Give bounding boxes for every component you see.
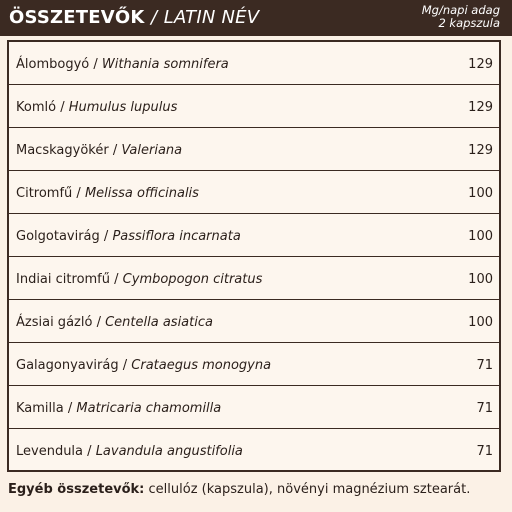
ingredient-name: [16, 143, 182, 158]
table-row: [9, 128, 499, 171]
table-row: [9, 386, 499, 429]
latin-name: Melissa officinalis: [84, 186, 199, 201]
common-name: Macskagyökér: [16, 143, 109, 158]
latin-name: Cymbopogon citratus: [122, 272, 263, 287]
ingredient-name: [16, 444, 243, 459]
name-separator: /: [103, 229, 109, 244]
latin-name: Centella asiatica: [105, 315, 213, 330]
footer-text: cellulóz (kapszula), növényi magnézium sztearát.: [148, 482, 471, 497]
dose-value: 100: [468, 272, 493, 287]
name-separator: /: [112, 143, 118, 158]
name-separator: /: [122, 358, 128, 373]
header-dose-line1: Mg/napi adag: [421, 3, 500, 17]
common-name: Kamilla: [16, 401, 64, 416]
table-row: [9, 300, 499, 343]
dose-value: 129: [468, 57, 493, 72]
dose-value: 71: [476, 444, 493, 459]
latin-name: Withania somnifera: [101, 57, 229, 72]
latin-name: Crataegus monogyna: [131, 358, 272, 373]
common-name: Álombogyó: [16, 57, 90, 72]
dose-value: 129: [468, 100, 493, 115]
header-title-bold: ÖSSZETEVŐK: [9, 7, 145, 28]
name-separator: /: [87, 444, 92, 459]
table-row: [9, 257, 499, 300]
name-separator: /: [114, 272, 119, 287]
name-separator: /: [76, 186, 81, 201]
common-name: Levendula: [16, 444, 84, 459]
header-title: [9, 7, 259, 28]
table-row: [9, 343, 499, 386]
ingredient-name: [16, 272, 262, 287]
latin-name: Matricaria chamomilla: [76, 401, 222, 416]
common-name: Galagonyavirág: [16, 358, 119, 373]
dose-value: 100: [468, 315, 493, 330]
header-dose-line2: 2 kapszula: [438, 16, 500, 30]
table-row: [9, 171, 499, 214]
latin-name: Humulus lupulus: [68, 100, 178, 115]
common-name: Ázsiai gázló: [16, 315, 93, 330]
ingredient-name: [16, 401, 221, 416]
footer-label: Egyéb összetevők:: [8, 482, 145, 497]
table-row: [9, 42, 499, 85]
latin-name: Valeriana: [121, 143, 183, 158]
table-row: [9, 85, 499, 128]
name-separator: /: [67, 401, 73, 416]
ingredient-name: [16, 358, 271, 373]
dose-value: 71: [476, 401, 493, 416]
common-name: Indiai citromfű: [16, 272, 110, 287]
latin-name: Passiflora incarnata: [112, 229, 241, 244]
ingredients-table: [7, 40, 501, 472]
ingredient-name: [16, 315, 213, 330]
dose-value: 100: [468, 186, 493, 201]
ingredient-name: [16, 100, 177, 115]
other-ingredients-note: [8, 482, 470, 497]
common-name: Citromfű: [16, 186, 73, 201]
dose-value: 71: [476, 358, 493, 373]
ingredient-name: [16, 57, 229, 72]
name-separator: /: [96, 315, 101, 330]
header-dose: [422, 4, 500, 30]
table-header: [0, 0, 512, 36]
table-row: [9, 214, 499, 257]
dose-value: 100: [468, 229, 493, 244]
table-row: [9, 429, 499, 472]
header-title-latin: LATIN NÉV: [163, 7, 260, 28]
common-name: Golgotavirág: [16, 229, 100, 244]
name-separator: /: [93, 57, 98, 72]
common-name: Komló: [16, 100, 57, 115]
name-separator: /: [60, 100, 65, 115]
ingredient-name: [16, 229, 241, 244]
latin-name: Lavandula angustifolia: [95, 444, 243, 459]
header-title-separator: /: [151, 7, 158, 28]
dose-value: 129: [468, 143, 493, 158]
ingredient-name: [16, 186, 199, 201]
